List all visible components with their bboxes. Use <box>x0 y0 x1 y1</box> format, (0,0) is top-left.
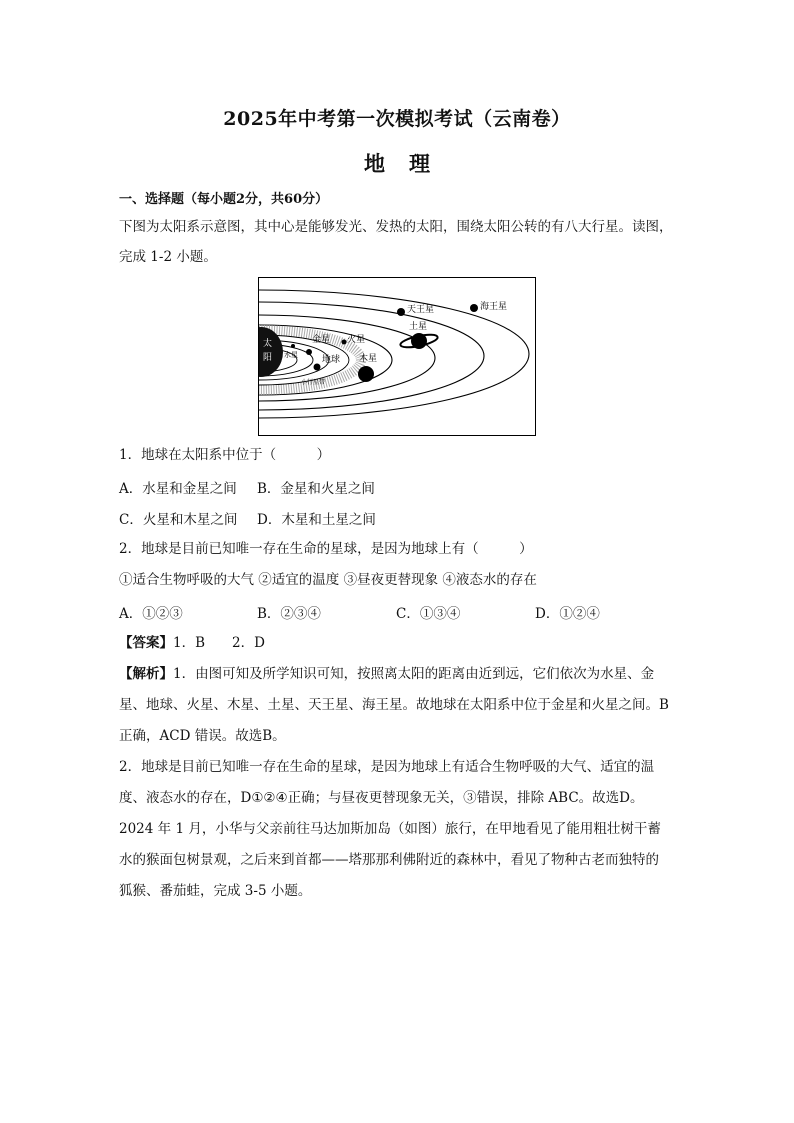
analysis-line-2: 星、地球、火星、木星、土星、天王星、海王星。故地球在太阳系中位于金星和火星之间。B <box>119 697 669 713</box>
analysis-tag: 【解析】 <box>119 666 173 682</box>
intro-line-1: 下图为太阳系示意图，其中心是能够发光、发热的太阳，围绕太阳公转的有八大行星。读图， <box>119 219 673 235</box>
answer-line <box>119 633 265 653</box>
neptune <box>470 304 478 312</box>
page-title: 2025年中考第一次模拟考试（云南卷） <box>223 108 571 130</box>
subject-title: 地理 <box>364 151 454 176</box>
asteroid-belt-label: 小行星带 <box>301 379 326 386</box>
analysis-line-4: 2．地球是目前已知唯一存在生命的星球，是因为地球上有适合生物呼吸的大气、适宜的温 <box>119 759 655 775</box>
sun-label-bottom: 阳 <box>263 353 273 363</box>
sun-label-top: 太 <box>263 339 273 349</box>
q2-conditions: ①适合生物呼吸的大气 ②适宜的温度 ③昼夜更替现象 ④液态水的存在 <box>119 572 537 588</box>
q2-option-c: C．①③④ <box>396 606 461 622</box>
q1-option-a: A．水星和金星之间 <box>119 481 237 497</box>
saturn <box>411 333 427 349</box>
venus-label: 金星 <box>312 335 331 345</box>
analysis-line-1 <box>119 664 654 684</box>
q1-option-b: B．金星和火星之间 <box>257 481 375 497</box>
mars-label: 火星 <box>347 335 366 345</box>
analysis-text-1: 1．由图可知及所学知识可知，按照离太阳的距离由近到远，它们依次为水星、金 <box>173 666 655 682</box>
next-intro-line-2: 水的猴面包树景观，之后来到首都——塔那那利佛附近的森林中，看见了物种古老而独特的 <box>119 852 659 868</box>
q2-option-d: D．①②④ <box>535 606 600 622</box>
q2-stem: 2．地球是目前已知唯一存在生命的星球，是因为地球上有（ ） <box>119 541 533 557</box>
q1-option-c: C．火星和木星之间 <box>119 512 238 528</box>
venus <box>306 349 312 355</box>
q2-option-b: B．②③④ <box>257 606 321 622</box>
uranus <box>397 308 405 316</box>
mars <box>342 340 347 345</box>
analysis-line-3: 正确，ACD 错误。故选B。 <box>119 728 286 744</box>
answer-tag: 【答案】 <box>119 635 173 651</box>
earth <box>314 364 321 371</box>
jupiter-label: 木星 <box>359 354 378 364</box>
next-intro-line-1: 2024 年 1 月，小华与父亲前往马达加斯加岛（如图）旅行，在甲地看见了能用粗壮树干蓄 <box>119 821 661 837</box>
q1-stem: 1．地球在太阳系中位于（ ） <box>119 447 331 463</box>
answer-text: 1．B 2．D <box>173 635 265 651</box>
earth-label: 地球 <box>322 355 341 365</box>
section-heading: 一、选择题（每小题2分，共60分） <box>119 192 329 207</box>
uranus-label: 天王星 <box>407 305 435 315</box>
solar-system-svg <box>259 278 535 435</box>
solar-system-diagram <box>258 277 536 436</box>
mercury-label: 水星 <box>284 351 298 359</box>
mercury <box>291 344 295 348</box>
q2-option-a: A．①②③ <box>119 606 183 622</box>
analysis-line-5: 度、液态水的存在，D①②④正确；与昼夜更替现象无关，③错误，排除 ABC。故选D。 <box>119 790 644 806</box>
q1-option-d: D．木星和土星之间 <box>257 512 376 528</box>
neptune-label: 海王星 <box>480 302 508 312</box>
jupiter <box>358 366 374 382</box>
intro-line-2: 完成 1-2 小题。 <box>119 249 217 265</box>
next-intro-line-3: 狐猴、番茄蛙，完成 3-5 小题。 <box>119 883 312 899</box>
saturn-label: 土星 <box>409 322 428 332</box>
